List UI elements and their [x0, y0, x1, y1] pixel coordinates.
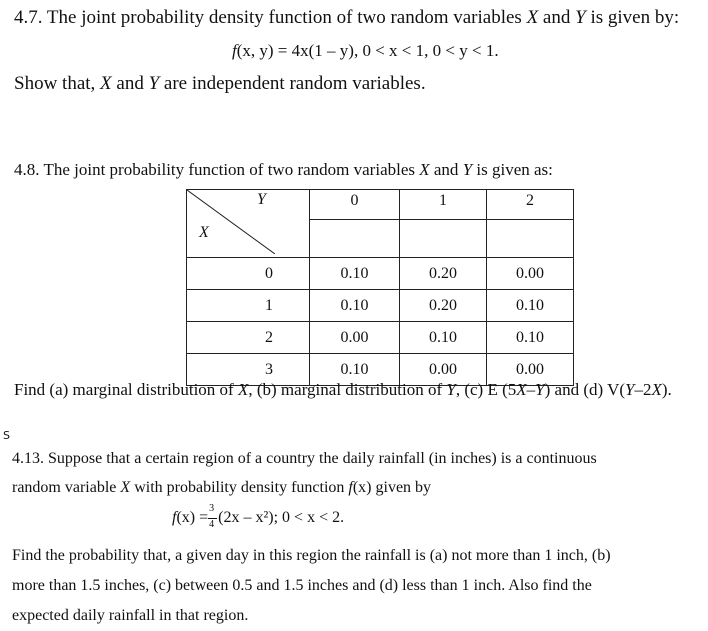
q413-text: with probability density function [130, 479, 349, 496]
var-y: Y [535, 380, 545, 399]
table-cell: 0.10 [487, 290, 574, 322]
q47-formula [232, 41, 499, 61]
find-d: ) and (d) V( [544, 380, 626, 399]
conj: and [111, 73, 149, 94]
q47-text: 4.7. The joint probability density function of two random variables [14, 7, 527, 28]
var-x: X [419, 160, 430, 179]
row-header: 0 [187, 258, 310, 290]
conj: and [538, 7, 576, 28]
table-cell: 0.10 [487, 322, 574, 354]
q48-text-end: is given as: [472, 160, 553, 179]
q413-formula [172, 503, 345, 531]
table-cell: 0.10 [310, 354, 400, 386]
table-cell: 0.00 [310, 322, 400, 354]
table-row [187, 258, 574, 290]
q47-line1 [14, 7, 679, 29]
table-row [187, 322, 574, 354]
col-header-1: 1 [400, 190, 487, 220]
var-x: X [651, 380, 662, 399]
table-cell: 0.20 [400, 258, 487, 290]
q413-line2 [12, 479, 431, 497]
table-cell: 0.00 [487, 354, 574, 386]
joint-probability-table [186, 189, 574, 386]
find-c: , (c) E (5 [455, 380, 517, 399]
minus: – [526, 380, 536, 399]
var-x: X [100, 73, 112, 94]
table-cell: 0.10 [310, 258, 400, 290]
table-cell: 0.20 [400, 290, 487, 322]
q413-text: random variable [12, 479, 121, 496]
table-row [187, 290, 574, 322]
q413-line6 [12, 607, 248, 625]
q413-text: Find the probability that, a given day in this region the rainfall is (a) not more than 1 inch, (b) [12, 547, 611, 564]
var-x: X [526, 7, 539, 28]
formula-f: f [232, 41, 237, 60]
table-corner-cell [187, 190, 310, 258]
formula-arg: (x) = [176, 509, 209, 526]
row-header: 1 [187, 290, 310, 322]
minus-two: –2 [634, 380, 652, 399]
fraction-numerator: 3 [209, 503, 215, 515]
q48-line1 [14, 160, 553, 180]
var-x: X [237, 380, 249, 399]
formula-f: f [172, 509, 177, 526]
table-cell: 0.00 [487, 258, 574, 290]
formula-rest: (2x – x²); 0 < x < 2. [218, 509, 345, 526]
q413-text: expected daily rainfall in that region. [12, 607, 249, 624]
var-x: X [120, 479, 131, 496]
q413-line4 [12, 547, 611, 565]
corner-x-label: X [199, 224, 209, 241]
blank-cell [400, 220, 487, 258]
table-cell: 0.00 [400, 354, 487, 386]
q47-show-end: are independent random variables. [159, 73, 426, 94]
var-y: Y [625, 380, 635, 399]
var-y: Y [462, 160, 473, 179]
find-end: ). [661, 380, 672, 399]
col-header-2: 2 [487, 190, 574, 220]
q413-text: 4.13. Suppose that a certain region of a country the daily rainfall (in inches) is a continuous [12, 450, 597, 467]
var-y: Y [446, 380, 456, 399]
row-header: 3 [187, 354, 310, 386]
row-header: 2 [187, 322, 310, 354]
q413-text: given by [371, 479, 432, 496]
fraction-three-quarters [208, 503, 218, 531]
table-cell: 0.10 [310, 290, 400, 322]
table-cell: 0.10 [400, 322, 487, 354]
q47-show: Show that, [14, 73, 101, 94]
q48-find-line [14, 380, 672, 400]
q47-text-end: is given by: [585, 7, 680, 28]
var-y: Y [575, 7, 586, 28]
formula-args: (x, y) = 4x(1 – y), 0 < x < 1, 0 < y < 1. [236, 41, 499, 60]
corner-y-label: Y [257, 191, 266, 208]
var-y: Y [148, 73, 160, 94]
q48-text: 4.8. The joint probability function of two random variables [14, 160, 420, 179]
col-header-0: 0 [310, 190, 400, 220]
blank-cell [487, 220, 574, 258]
q413-line1 [12, 450, 597, 468]
fraction-denominator: 4 [209, 519, 215, 531]
q47-line2 [14, 73, 426, 95]
find-b: , (b) marginal distribution of [248, 380, 447, 399]
q413-text: more than 1.5 inches, (c) between 0.5 and 1.5 inches and (d) less than 1 inch. Also find the [12, 577, 592, 594]
q413-line5 [12, 577, 592, 595]
blank-cell [310, 220, 400, 258]
find-a: Find (a) marginal distribution of [14, 380, 238, 399]
formula-arg: (x) [352, 479, 372, 496]
margin-mark: S [3, 429, 10, 442]
conj: and [429, 160, 463, 179]
formula-f: f [348, 479, 353, 496]
var-x: X [516, 380, 527, 399]
